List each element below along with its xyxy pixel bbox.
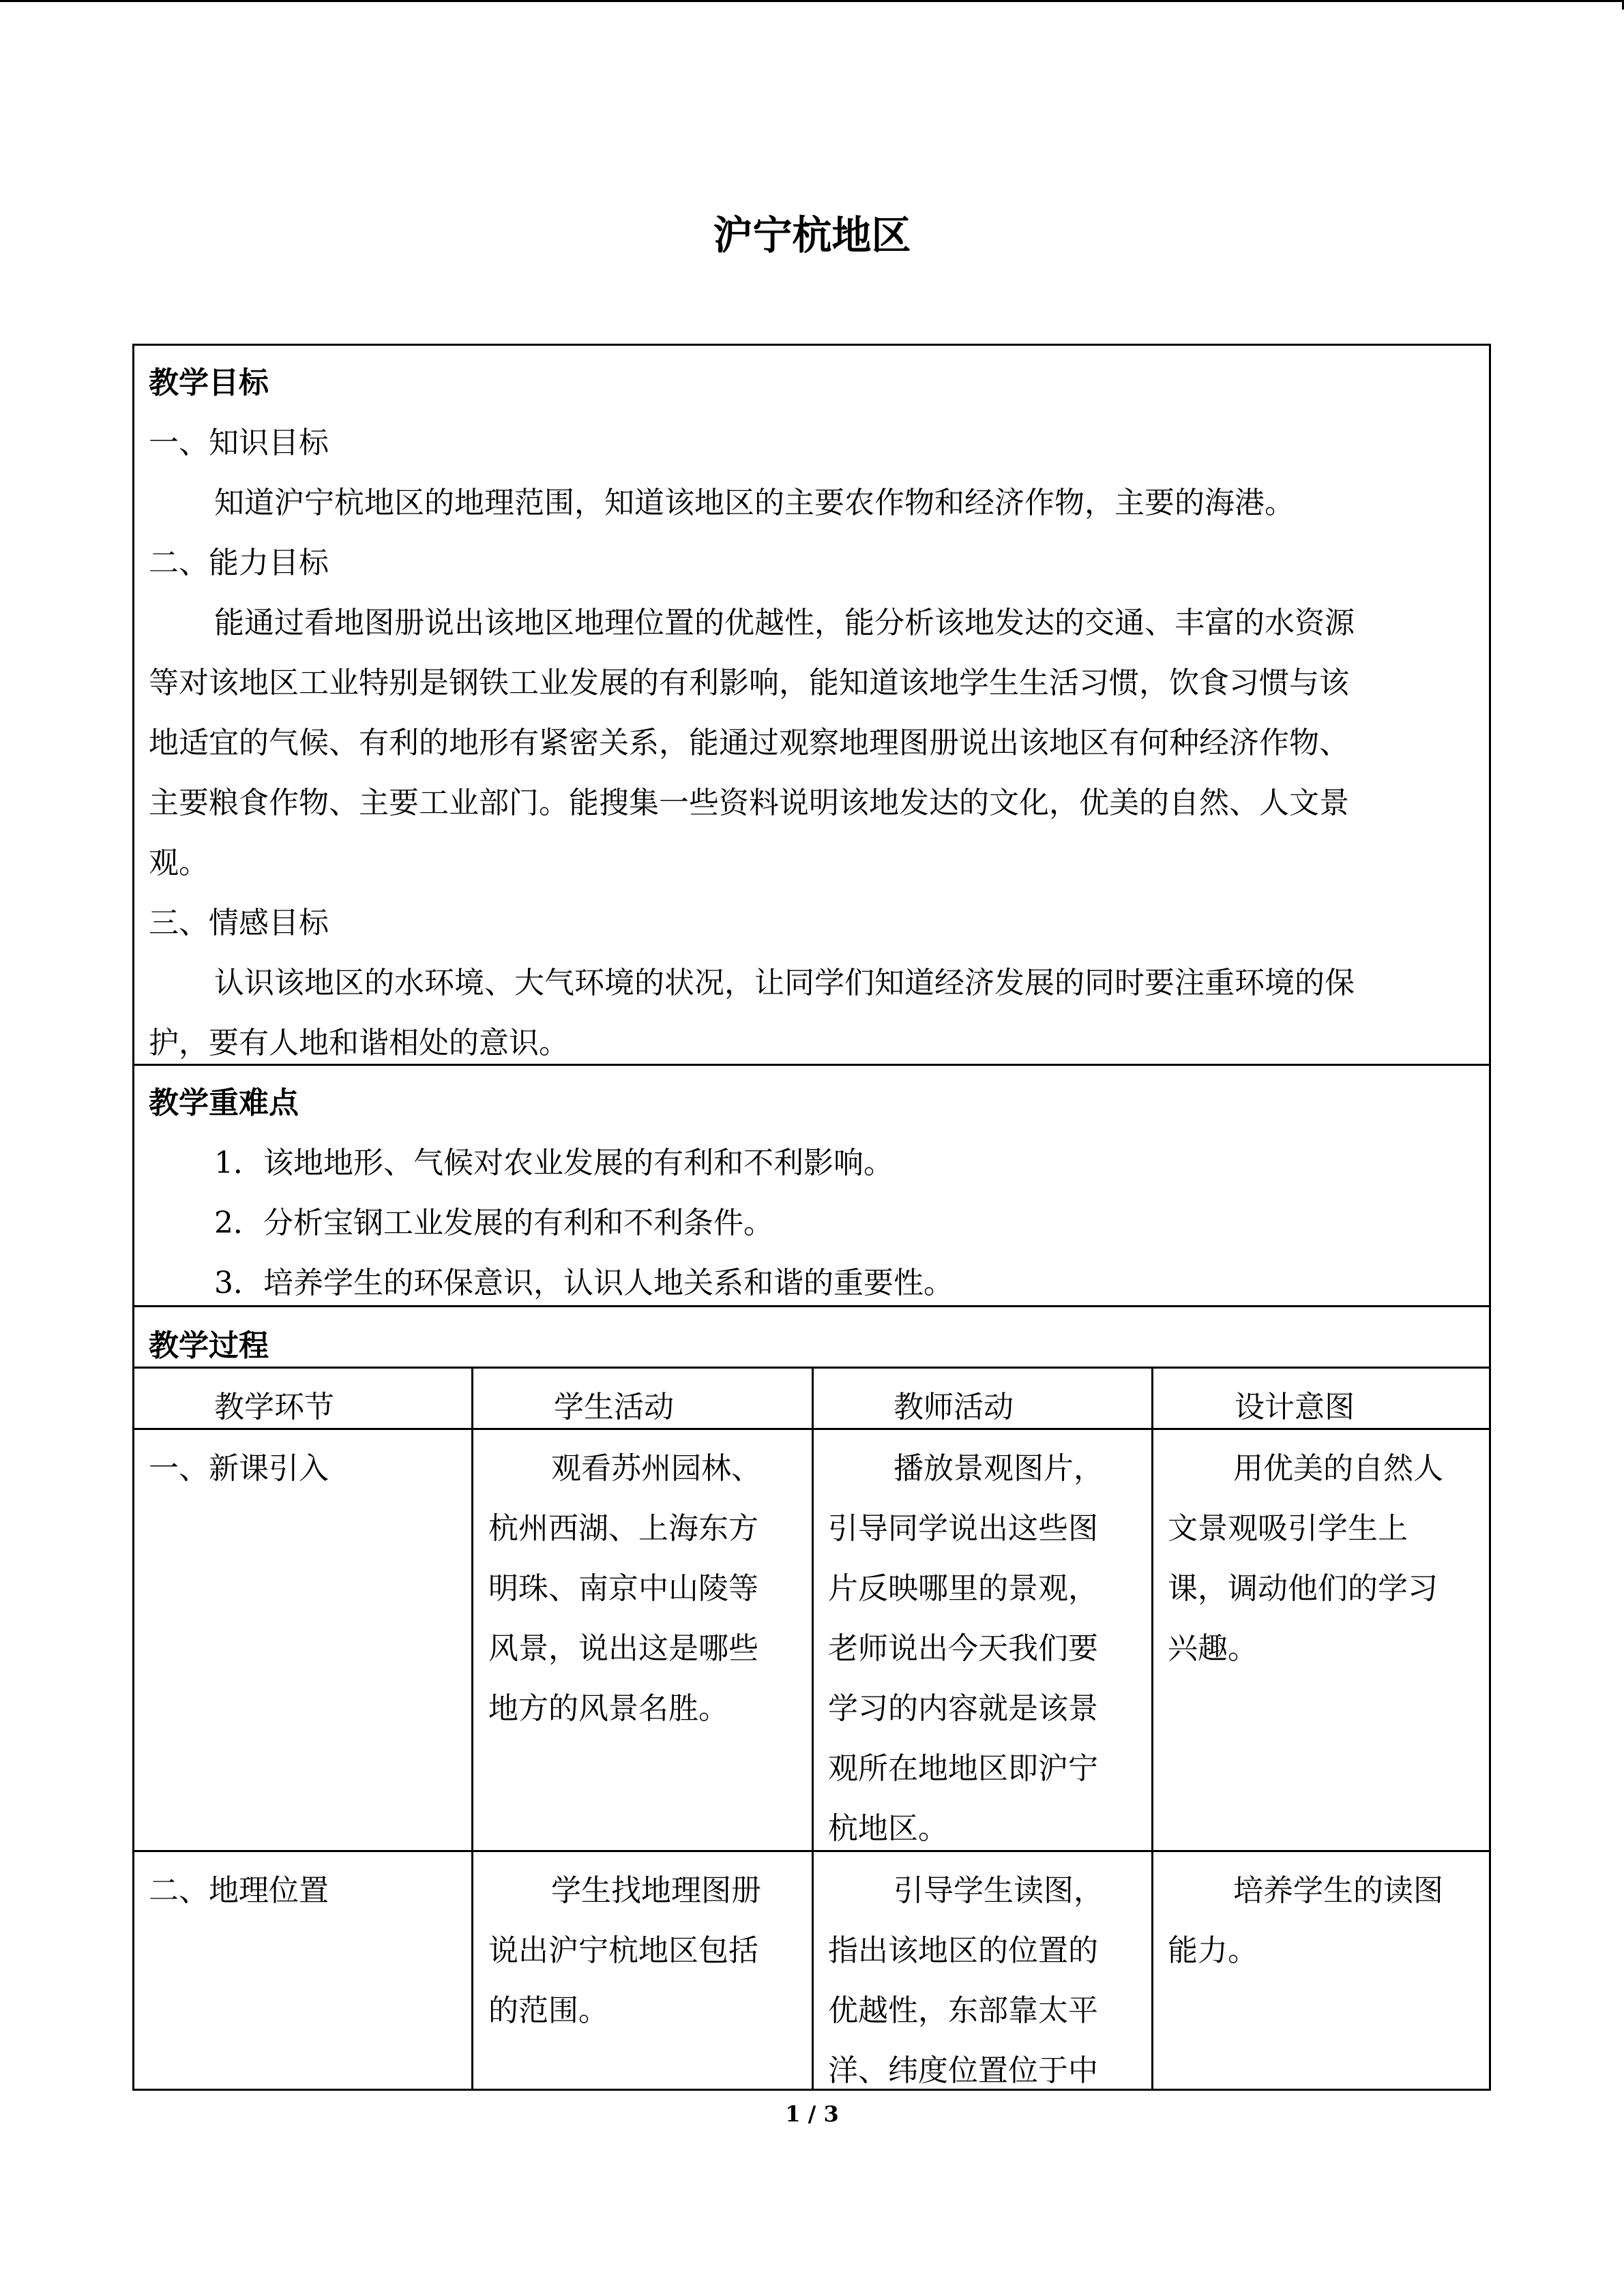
student-cell — [488, 1861, 761, 2041]
ability-heading: 二、能力目标 — [149, 546, 329, 580]
cell-line: 的范围。 — [488, 1993, 608, 2028]
cell-line: 观所在地地区即沪宁 — [828, 1751, 1098, 1786]
cell-line: 杭地区。 — [828, 1811, 948, 1846]
cell-line: 地方的风景名胜。 — [488, 1691, 728, 1726]
teacher-cell — [828, 1861, 1104, 2101]
page-title: 沪宁杭地区 — [713, 212, 911, 258]
cell-line: 洋、纬度位置位于中 — [828, 2053, 1098, 2088]
cell-line: 明珠、南京中山陵等 — [488, 1571, 758, 1606]
emotion-line: 认识该地区的水环境、大气环境的状况，让同学们知道经济发展的同时要注重环境的保 — [214, 966, 1355, 1000]
col-divider-2 — [812, 1367, 814, 2091]
knowledge-line: 知道沪宁杭地区的地理范围，知道该地区的主要农作物和经济作物，主要的海港。 — [214, 486, 1295, 520]
stage-cell: 一、新课引入 — [149, 1451, 329, 1486]
cell-line: 能力。 — [1168, 1933, 1258, 1968]
cell-line: 老师说出今天我们要 — [828, 1631, 1098, 1666]
ability-line: 等对该地区工业特别是钢铁工业发展的有利影响，能知道该地学生生活习惯，饮食习惯与该 — [149, 666, 1349, 700]
cell-line: 用优美的自然人 — [1233, 1451, 1443, 1486]
teacher-cell — [828, 1439, 1104, 1859]
intent-cell — [1168, 1439, 1443, 1679]
intent-cell — [1168, 1861, 1443, 1981]
divider-process — [132, 1305, 1491, 1307]
cell-line: 学生找地理图册 — [551, 1873, 761, 1908]
cell-line: 观看苏州园林、 — [551, 1451, 761, 1486]
page-number: 1 / 3 — [785, 2101, 839, 2127]
knowledge-heading: 一、知识目标 — [149, 426, 329, 460]
cell-line: 文景观吸引学生上 — [1168, 1511, 1408, 1546]
cell-line: 课，调动他们的学习 — [1168, 1571, 1438, 1606]
header-student: 学生活动 — [554, 1390, 674, 1425]
cell-line: 风景，说出这是哪些 — [488, 1631, 758, 1666]
ability-line: 地适宜的气候、有利的地形有紧密关系，能通过观察地理图册说出该地区有何种经济作物、 — [149, 726, 1349, 760]
cell-line: 引导同学说出这些图 — [828, 1511, 1098, 1546]
cell-line: 说出沪宁杭地区包括 — [488, 1933, 758, 1968]
ability-line: 主要粮食作物、主要工业部门。能搜集一些资料说明该地发达的文化，优美的自然、人文景 — [149, 786, 1349, 820]
cell-line: 片反映哪里的景观， — [828, 1571, 1098, 1606]
header-intent: 设计意图 — [1235, 1390, 1355, 1425]
objectives-heading: 教学目标 — [149, 366, 269, 400]
ability-line: 观。 — [149, 846, 209, 880]
cell-line: 兴趣。 — [1168, 1631, 1258, 1666]
cell-line: 引导学生读图， — [894, 1873, 1104, 1908]
cell-line: 杭州西湖、上海东方 — [488, 1511, 758, 1546]
student-cell — [488, 1439, 761, 1739]
keypoint-item: 2．分析宝钢工业发展的有利和不利条件。 — [214, 1206, 773, 1240]
header-stage: 教学环节 — [214, 1390, 334, 1425]
ability-line: 能通过看地图册说出该地区地理位置的优越性，能分析该地发达的交通、丰富的水资源 — [214, 606, 1355, 640]
cell-line: 播放景观图片， — [894, 1451, 1104, 1486]
process-heading: 教学过程 — [149, 1328, 269, 1363]
keypoint-item: 3．培养学生的环保意识，认识人地关系和谐的重要性。 — [214, 1266, 954, 1300]
top-border — [0, 0, 1624, 2]
stage-cell: 二、地理位置 — [149, 1873, 329, 1908]
col-divider-3 — [1151, 1367, 1153, 2091]
header-teacher: 教师活动 — [894, 1390, 1014, 1425]
emotion-line: 护，要有人地和谐相处的意识。 — [149, 1026, 569, 1060]
cell-line: 指出该地区的位置的 — [828, 1933, 1098, 1968]
divider-keypoints — [132, 1064, 1491, 1066]
col-divider-1 — [471, 1367, 473, 2091]
emotion-heading: 三、情感目标 — [149, 906, 329, 940]
cell-line: 学习的内容就是该景 — [828, 1691, 1098, 1726]
cell-line: 培养学生的读图 — [1233, 1873, 1443, 1908]
keypoint-item: 1．该地地形、气候对农业发展的有利和不利影响。 — [214, 1146, 894, 1180]
keypoints-heading: 教学重难点 — [149, 1086, 299, 1120]
cell-line: 优越性，东部靠太平 — [828, 1993, 1098, 2028]
